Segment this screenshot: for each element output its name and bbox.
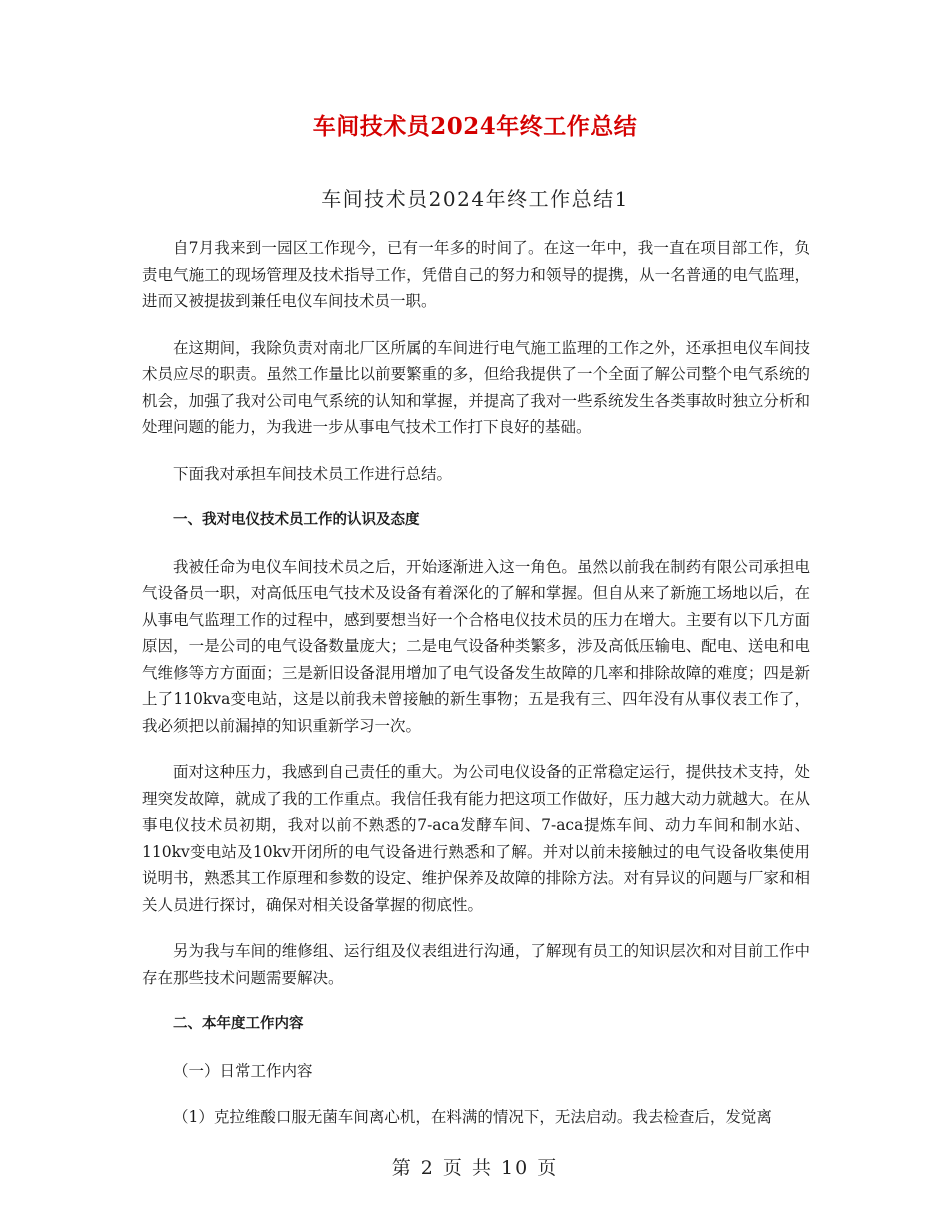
paragraph: （1）克拉维酸口服无菌车间离心机，在料满的情况下，无法启动。我去检查后，发觉离 — [173, 1108, 772, 1126]
page-number: 第 2 页 共 10 页 — [391, 1157, 559, 1179]
paragraph: 下面我对承担车间技术员工作进行总结。 — [173, 464, 453, 483]
sub-heading: （一）日常工作内容 — [173, 1061, 313, 1080]
paragraph: 面对这种压力，我感到自己责任的重大。为公司电仪设备的正常稳定运行，提供技术支持，处理突发故障，就成了我的工作重点。我信任我有能力把这项工作做好，压力越大动力就越大。在从事电仪技术员初期，我对以前不熟悉的7-aca发酵车间、7-aca提炼车间、动力车间和制水站、110kv变电站及10kv开闭所的电气设备进行熟悉和了解。并对以前未接触过的电气设备收集使用说明书，熟悉其工作原理和参数的设定、维护保养及故障的排除方法。对有异议的问题与厂家和相关人员进行探讨，确保对相关设备掌握的彻底性。 — [142, 763, 810, 914]
paragraph: 我被任命为电仪车间技术员之后，开始逐渐进入这一角色。虽然以前我在制药有限公司承担电气设备员一职，对高低压电气技术及设备有着深化的了解和掌握。但自从来了新施工场地以后，在从事电气监理工作的过程中，感到要想当好一个合格电仪技术员的压力在增大。主要有以下几方面原因，一是公司的电气设备数量庞大；二是电气设备种类繁多，涉及高低压输电、配电、送电和电气维修等方方面面；三是新旧设备混用增加了电气设备发生故障的几率和排除故障的难度；四是新上了110kva变电站，这是以前我未曾接触的新生事物；五是我有三、四年没有从事仪表工作了，我必须把以前漏掉的知识重新学习一次。 — [142, 557, 810, 735]
document-body — [142, 235, 810, 1151]
section-title: 车间技术员2024年终工作总结1 — [321, 187, 629, 211]
paragraph: 自7月我来到一园区工作现今，已有一年多的时间了。在这一年中，我一直在项目部工作，负责电气施工的现场管理及技术指导工作，凭借自己的努力和领导的提携，从一名普通的电气监理，进而又被提拔到兼任电仪车间技术员一职。 — [142, 239, 810, 310]
heading: 一、我对电仪技术员工作的认识及态度 — [173, 512, 420, 528]
paragraph: 另为我与车间的维修组、运行组及仪表组进行沟通，了解现有员工的知识层次和对目前工作中存在那些技术问题需要解决。 — [142, 942, 810, 987]
document-title: 车间技术员2024年终工作总结 — [312, 113, 638, 140]
heading: 二、本年度工作内容 — [173, 1016, 304, 1032]
paragraph: 在这期间，我除负责对南北厂区所属的车间进行电气施工监理的工作之外，还承担电仪车间技术员应尽的职责。虽然工作量比以前要繁重的多，但给我提供了一个全面了解公司整个电气系统的机会，加强了我对公司电气系统的认知和掌握，并提高了我对一些系统发生各类事故时独立分析和处理问题的能力，为我进一步从事电气技术工作打下良好的基础。 — [142, 338, 810, 436]
